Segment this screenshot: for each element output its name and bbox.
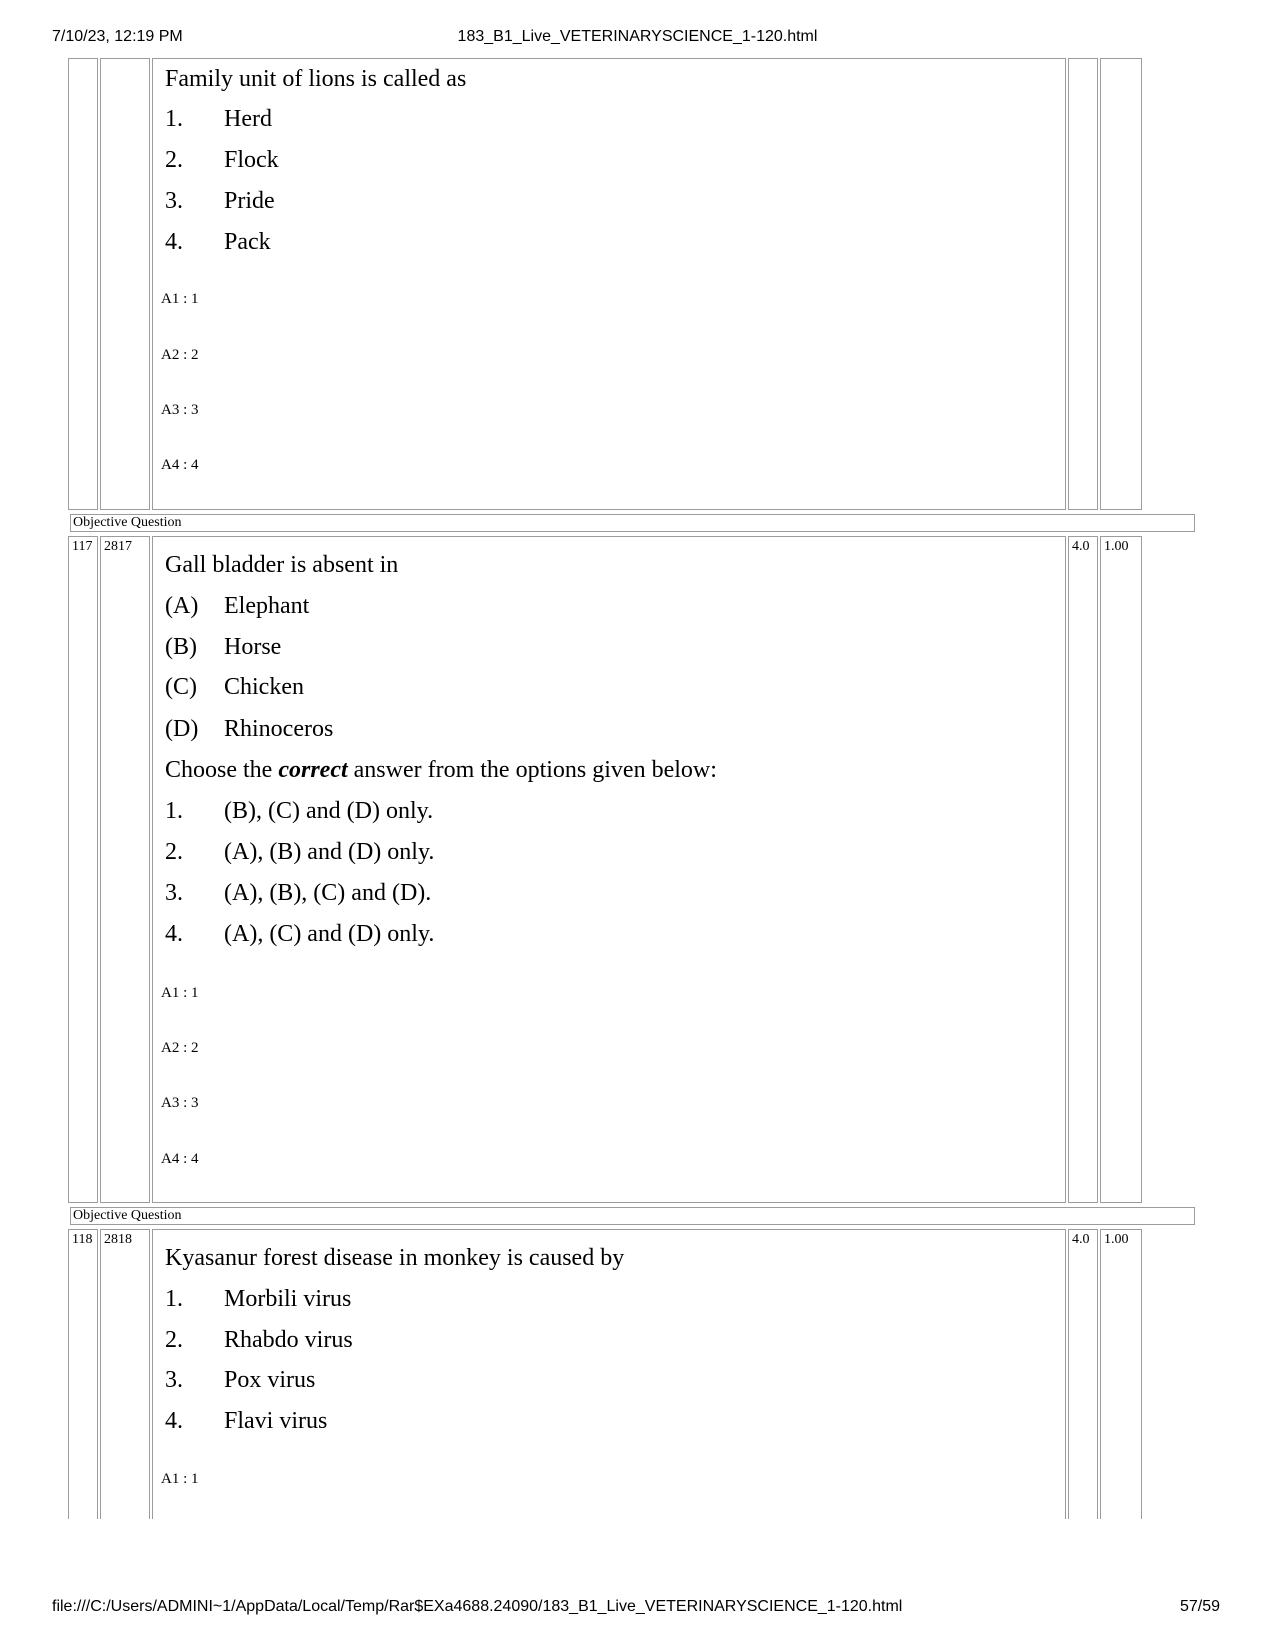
q118-type-label: Objective Question — [73, 1208, 182, 1223]
q117-marks-cell — [1068, 536, 1098, 1203]
print-footer — [0, 1598, 1275, 1622]
q118-sno-cell — [68, 1229, 98, 1519]
q116-negative-cell — [1100, 58, 1142, 510]
q116-answer-1: A1 : 1 — [161, 291, 199, 307]
q116-question-text: Family unit of lions is called as — [165, 66, 467, 92]
q117-type-row — [70, 514, 1195, 532]
q118-marks-cell — [1068, 1229, 1098, 1519]
q118-question-text: Kyasanur forest disease in monkey is caused by — [165, 1245, 625, 1271]
q117-negative-cell — [1100, 536, 1142, 1203]
q117-sno-cell — [68, 536, 98, 1203]
q117-answer-1: A1 : 1 — [161, 985, 199, 1001]
q117-question-text: Gall bladder is absent in — [165, 552, 399, 578]
q118-negative: 1.00 — [1104, 1232, 1129, 1247]
page-number: 57/59 — [1179, 1598, 1220, 1615]
q117-marks: 4.0 — [1072, 539, 1090, 554]
q118-qid-cell — [100, 1229, 150, 1519]
print-url: file:///C:/Users/ADMINI~1/AppData/Local/Temp/Rar$EXa4688.24090/183_B1_Live_VETERINARYSCIENCE_1-120.html — [52, 1598, 903, 1615]
print-header — [0, 28, 1275, 52]
q117-content-cell — [152, 536, 1066, 1203]
q118-type-row — [70, 1207, 1195, 1225]
q118-sno: 118 — [72, 1232, 93, 1247]
q117-answer-4: A4 : 4 — [161, 1151, 199, 1167]
print-datetime: 7/10/23, 12:19 PM — [52, 28, 183, 45]
q117-type-label: Objective Question — [73, 515, 182, 530]
q117-negative: 1.00 — [1104, 539, 1129, 554]
q118-answer-1: A1 : 1 — [161, 1471, 199, 1487]
q117-qid: 2817 — [104, 539, 132, 554]
q117-qid-cell — [100, 536, 150, 1203]
q118-marks: 4.0 — [1072, 1232, 1090, 1247]
q116-content-cell — [152, 58, 1066, 510]
q118-qid: 2818 — [104, 1232, 132, 1247]
q117-answer-2: A2 : 2 — [161, 1040, 199, 1056]
q117-sno: 117 — [72, 539, 93, 554]
print-title: 183_B1_Live_VETERINARYSCIENCE_1-120.html — [457, 28, 818, 45]
q116-qid-cell — [100, 58, 150, 510]
q116-answer-3: A3 : 3 — [161, 402, 199, 418]
q116-answer-4: A4 : 4 — [161, 457, 199, 473]
q118-negative-cell — [1100, 1229, 1142, 1519]
q116-answer-2: A2 : 2 — [161, 347, 199, 363]
q117-instruction: Choose the correct answer from the options given below: — [165, 757, 717, 783]
q117-answer-3: A3 : 3 — [161, 1095, 199, 1111]
q116-marks-cell — [1068, 58, 1098, 510]
q116-sno-cell — [68, 58, 98, 510]
